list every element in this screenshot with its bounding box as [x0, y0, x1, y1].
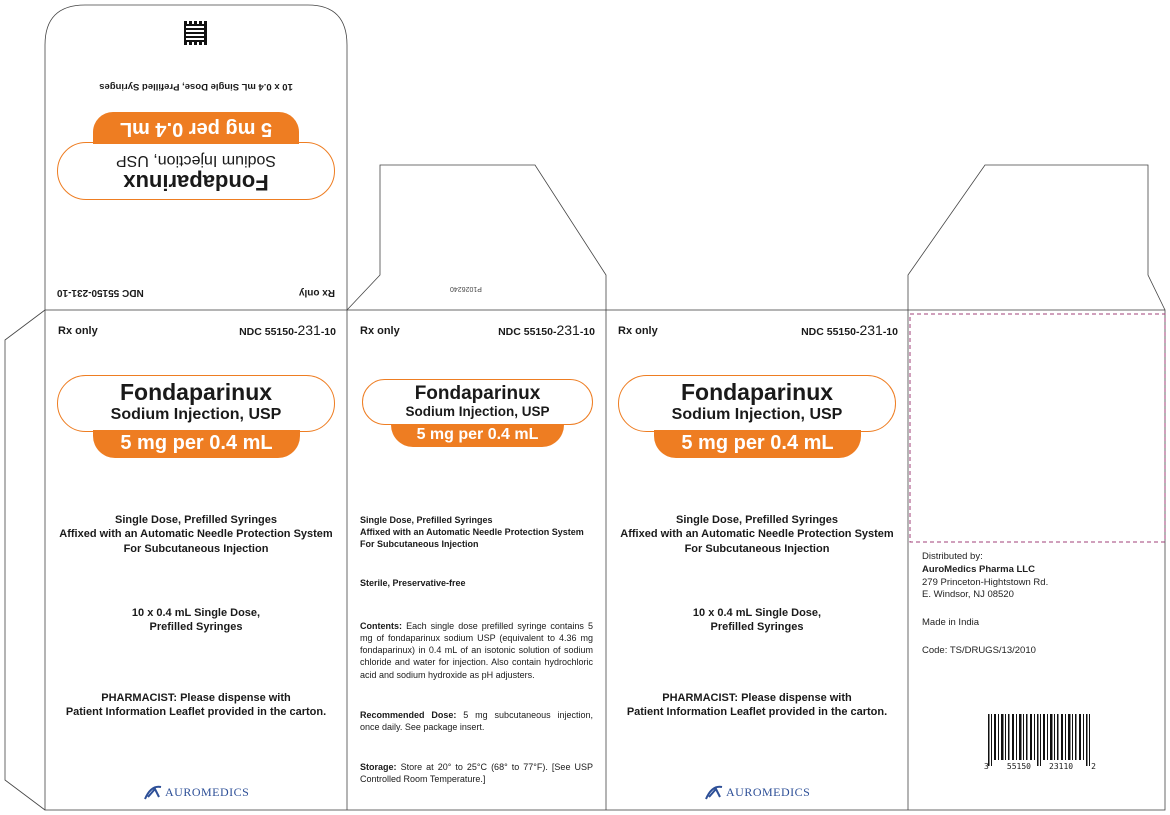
panel2-strength: 5 mg per 0.4 mL — [391, 424, 564, 447]
panel1-brand-logo: AUROMEDICS — [143, 783, 249, 801]
top-flap-name-pill — [57, 142, 335, 200]
datamatrix-code — [183, 21, 207, 45]
top-flap-drug-name: Fondaparinux — [123, 170, 269, 195]
panel2-contents: Contents: Each single dose prefilled syringe contains 5 mg of fondaparinux sodium USP (equivalent to 4.36 mg fondaparinux) in 0.4 mL of an isotonic solution of sodium chloride and water for injection. Also contain hydrochloric acid and sodium hydroxide as pH adjusters. — [360, 621, 593, 680]
panel3-brand-logo: AUROMEDICS — [704, 783, 810, 801]
panel3-description: Single Dose, Prefilled Syringes Affixed with an Automatic Needle Protection System For Subcutaneous Injection — [620, 514, 894, 555]
panel2-storage: Storage: Store at 20° to 25°C (68° to 77°F). [See USP Controlled Room Temperature.] — [360, 762, 593, 785]
barcode-digits: 3 55150 23110 2 — [984, 762, 1096, 771]
panel1-strength: 5 mg per 0.4 mL — [93, 430, 300, 458]
top-flap-content — [45, 5, 347, 310]
panel3-ndc: NDC 55150-231-10 — [801, 322, 898, 338]
panel3-drug-subtitle: Sodium Injection, USP — [671, 406, 843, 423]
panel3-name-pill — [618, 375, 896, 432]
panel1-pharmacist-note: PHARMACIST: Please dispense with Patient Information Leaflet provided in the carton. — [65, 692, 327, 719]
panel3-drug-name: Fondaparinux — [680, 379, 834, 405]
panel2-sterile: Sterile, Preservative-free — [360, 578, 466, 588]
panel2-drug-name: Fondaparinux — [414, 383, 541, 404]
top-flap-drug-subtitle: Sodium Injection, USP — [115, 152, 277, 169]
auromedics-logo-icon — [143, 783, 163, 801]
panel1-pack-size: 10 x 0.4 mL Single Dose, Prefilled Syringes — [131, 607, 261, 634]
top-flap-pack-text: 10 x 0.4 mL Single Dose, Prefilled Syringes — [99, 81, 293, 92]
auromedics-logo-icon — [704, 783, 724, 801]
panel1-drug-name: Fondaparinux — [119, 379, 273, 405]
panel2-ndc: NDC 55150-231-10 — [498, 322, 595, 338]
flap-code: P1026240 — [450, 285, 482, 292]
panel3-rx-only: Rx only — [618, 325, 658, 337]
top-flap-rx-only: Rx only — [298, 287, 335, 298]
panel1-name-pill — [57, 375, 335, 432]
panel1-ndc: NDC 55150-231-10 — [239, 322, 336, 338]
panel1-description: Single Dose, Prefilled Syringes Affixed with an Automatic Needle Protection System For Subcutaneous Injection — [59, 514, 333, 555]
panel3-strength: 5 mg per 0.4 mL — [654, 430, 861, 458]
upc-barcode — [984, 714, 1096, 774]
panel1-drug-subtitle: Sodium Injection, USP — [110, 406, 282, 423]
distributor-block: Distributed by: AuroMedics Pharma LLC 279 Princeton-Hightstown Rd. E. Windsor, NJ 08520 Made in India Code: TS/DRUGS/13/2010 — [922, 551, 1049, 657]
panel3-pharmacist-note: PHARMACIST: Please dispense with Patient Information Leaflet provided in the carton. — [626, 692, 888, 719]
panel2-recommended-dose: Recommended Dose: 5 mg subcutaneous injection, once daily. See package insert. — [360, 710, 593, 733]
glue-area — [910, 314, 1165, 542]
top-flap-strength: 5 mg per 0.4 mL — [93, 112, 299, 144]
panel2-name-pill — [362, 379, 593, 425]
panel2-rx-only: Rx only — [360, 325, 400, 337]
barcode-bars — [984, 714, 1096, 766]
top-flap-ndc: NDC 55150-231-10 — [57, 287, 144, 298]
panel2-drug-subtitle: Sodium Injection, USP — [405, 404, 550, 419]
panel1-rx-only: Rx only — [58, 325, 98, 337]
panel3-pack-size: 10 x 0.4 mL Single Dose, Prefilled Syringes — [692, 607, 822, 634]
panel2-description: Single Dose, Prefilled Syringes Affixed with an Automatic Needle Protection System For Subcutaneous Injection — [360, 515, 584, 550]
